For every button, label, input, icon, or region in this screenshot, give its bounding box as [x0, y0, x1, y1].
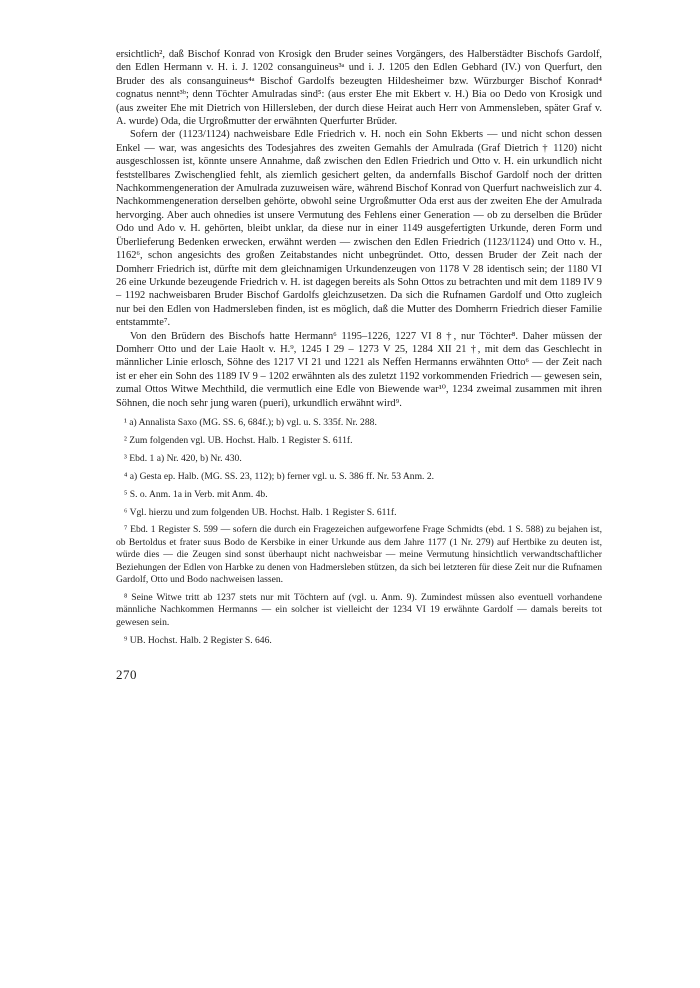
footnote-3: ³ Ebd. 1 a) Nr. 420, b) Nr. 430. — [124, 452, 242, 464]
footnote-7: ⁷ Ebd. 1 Register S. 599 — sofern die durch ein Fragezeichen aufgeworfene Frage Schmidts (ebd. 1 S. 588) zu bejahen ist, ob Bertoldus et frater suus Bodo de Kersbike in einer Urkunde aus dem Jahre 1177 (1 Nr. 279) auf Hertbike zu deuten ist, würde dies — die Zeugen sind sonst überhaupt nicht nachweisbar — meine Vermutung hinsichtlich verwandtschaftlicher Beziehungen der Edlen von Harbke zu denen von Hadmersleben stützen, da sich bei letzteren für diese Zeit nur die Rufnamen Gardolf, Otto und Bodo nachweisen lassen. — [116, 524, 602, 586]
page-content — [116, 48, 602, 683]
footnote-2: ² Zum folgenden vgl. UB. Hochst. Halb. 1 Register S. 611f. — [124, 434, 353, 446]
footnote-8: ⁸ Seine Witwe tritt ab 1237 stets nur mit Töchtern auf (vgl. u. Anm. 9). Zumindest müssen also eventuell vorhandene männliche Nachkommen Hermanns — ein solcher ist vielleicht der 1234 VI 19 erwähnte Gardolf — damals bereits tot gewesen sein. — [116, 591, 602, 628]
footnote-9: ⁹ UB. Hochst. Halb. 2 Register S. 646. — [124, 634, 272, 646]
paragraph-2: Sofern der (1123/1124) nachweisbare Edle Friedrich v. H. noch ein Sohn Ekberts — und nicht schon dessen Enkel — war, was angesichts des Todesjahres des zweiten Gemahls der Amulrada (Graf Dietrich † 1120) nicht ausgeschlossen ist, könnte unsere Annahme, daß zwischen den Edlen Friedrich und Otto v. H. ein urkundlich nicht feststellbares Zwischenglied fehlt, als ziemlich gesichert gelten, da andernfalls Bischof Gardolf noch der dritten Nachkommengeneration der Amulrada zuzuweisen wäre, während Bischof Konrad von Querfurt nachweislich zur 4. Nachkommengeneration derselben gehörte, obwohl seine Urgroßmutter Oda erst aus der zweiten Ehe der Amulrada hervorging. Aber auch ohnedies ist unsere Vermutung des Fehlens einer Generation — ob zu derselben die Brüder Odo und Ado v. H. gehörten, bleibt unklar, da diese nur in einer 1149 ausgefertigten Urkunde, deren Form und Überlieferung Bedenken erwecken, erwähnt werden — zwischen den Edlen Friedrich (1123/1124) und Otto v. H., 1162⁶, schon angesichts des großen Zeitabstandes nicht unbegründet. Otto, dessen Bruder der Zeit nach der Domherr Friedrich ist, dürfte mit dem gleichnamigen Urkundenzeugen von 1178 V 28 identisch sein; der 1180 VI 26 eine Urkunde bezeugende Friedrich v. H. ist dagegen bereits als Sohn Ottos zu betrachten und mit dem 1189 IV 9 – 1192 nachweisbaren Bruder Bischof Gardolfs gleichzusetzen. Da sich die Rufnamen Gardolf und Otto zugleich nur bei den Edlen von Hadmersleben finden, ist es möglich, daß die Mutter des Domherrn Friedrich dieser Familie entstammte⁷. — [116, 129, 602, 329]
footnote-4: ⁴ a) Gesta ep. Halb. (MG. SS. 23, 112); b) ferner vgl. u. S. 386 ff. Nr. 53 Anm. 2. — [124, 470, 435, 482]
page-number: 270 — [116, 667, 137, 683]
footnote-separator — [116, 410, 602, 417]
footnote-1: ¹ a) Annalista Saxo (MG. SS. 6, 684f.); b) vgl. u. S. 335f. Nr. 288. — [124, 416, 377, 428]
paragraph-3: Von den Brüdern des Bischofs hatte Hermann⁶ 1195–1226, 1227 VI 8 †, nur Töchter⁸. Daher müssen der Domherr Otto und der Laie Haolt v. H.⁹, 1245 I 29 – 1273 V 25, 1284 XII 21 †, mit dem das Geschlecht in männlicher Linie erlosch, Söhne des 1217 VI 21 und 1221 als Neffen Hermanns erwähnten Otto⁶ — der Zeit nach ist er eher ein Sohn des 1189 IV 9 – 1202 erwähnten als des zuletzt 1192 vorkommenden Friedrich — gewesen sein, zumal Ottos Witwe Mechthild, die vermutlich eine Edle von Biewende war¹⁰, 1234 zweimal zusammen mit ihren Söhnen, die noch sehr jung waren (pueri), urkundlich erwähnt wird⁹. — [116, 330, 602, 409]
footnote-6: ⁶ Vgl. hierzu und zum folgenden UB. Hochst. Halb. 1 Register S. 611f. — [124, 506, 397, 518]
paragraph-1: ersichtlich², daß Bischof Konrad von Krosigk den Bruder seines Vorgängers, des Halberstädter Bischofs Gardolf, den Edlen Hermann v. H. i. J. 1202 consanguineus³ᵃ und i. J. 1205 den Edlen Gebhard (IV.) von Querfurt, den Bruder des als consanguineus⁴ᵃ Bischof Gardolfs bezeugten Hildesheimer bzw. Würzburger Bischof Konrad⁴ cognatus nennt³ᵇ; denn Töchter Amulradas sind⁵: (aus erster Ehe mit Ekbert v. H.) Bia oo Dedo von Krosigk und (aus zweiter Ehe mit Dietrich von Hillersleben, der durch diese Heirat auch Herr von Ammensleben, später Graf v. A. wurde) Oda, die Urgroßmutter der erwähnten Querfurter Brüder. — [116, 49, 602, 128]
footnote-5: ⁵ S. o. Anm. 1a in Verb. mit Anm. 4b. — [124, 488, 268, 500]
